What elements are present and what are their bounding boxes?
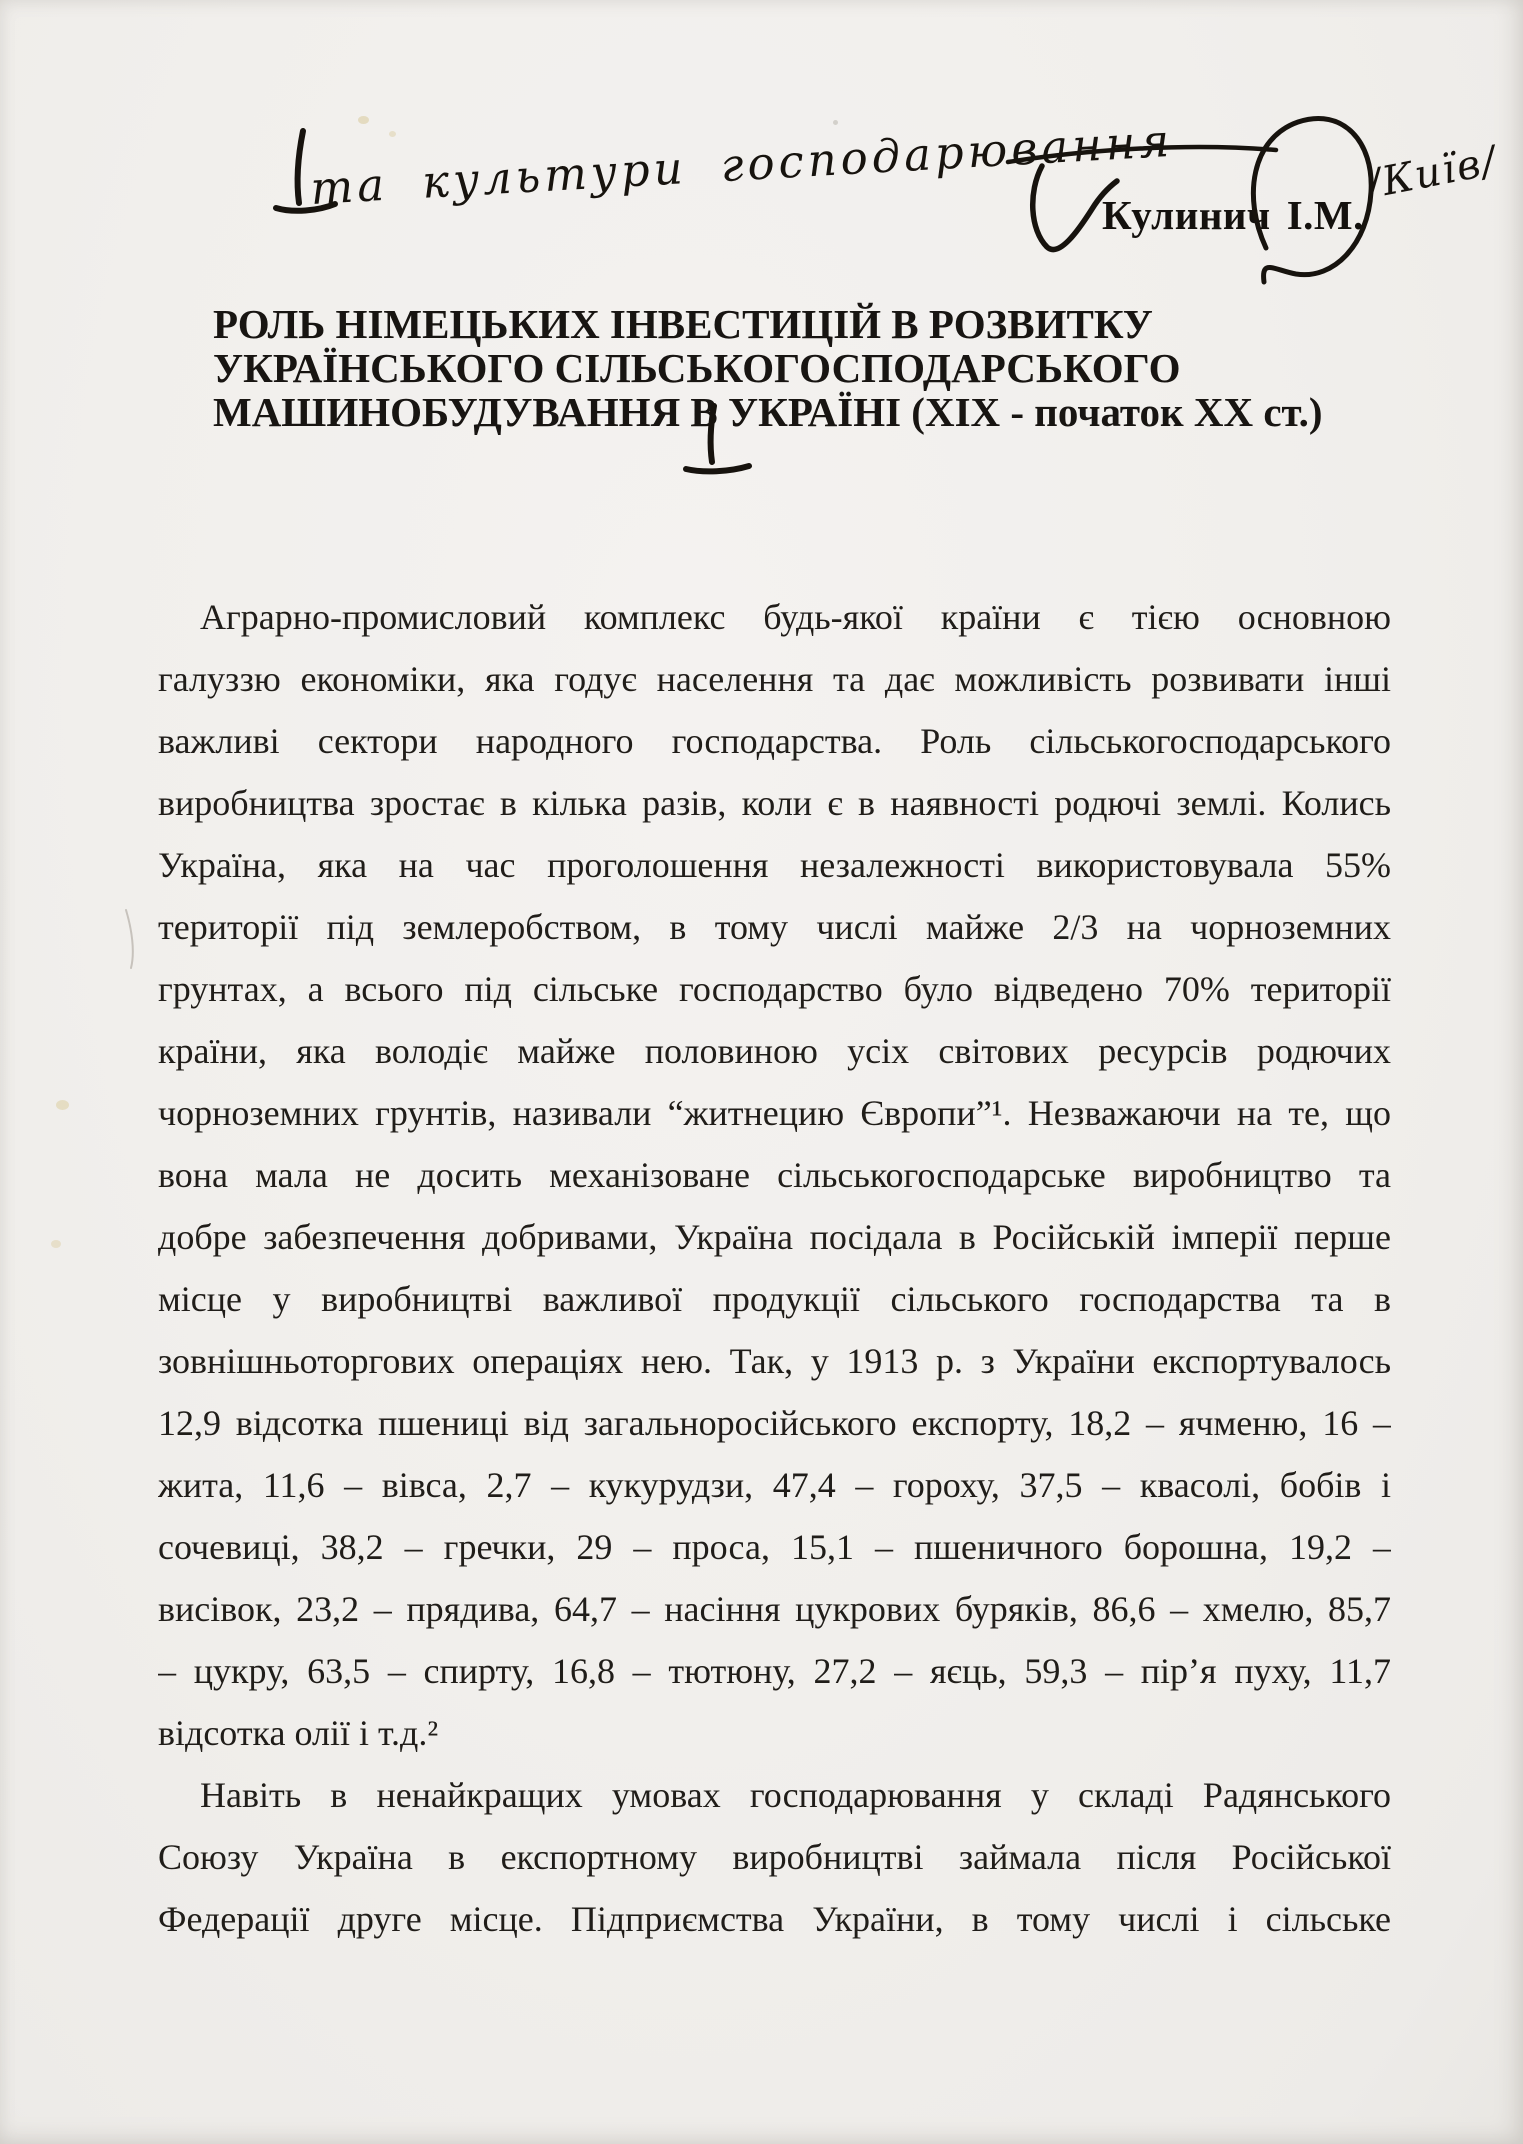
title-line: МАШИНОБУДУВАННЯ В УКРАЇНІ (XIX - початок XX ст.) (213, 389, 1323, 435)
body-line: відсотка олії і т.д.² (158, 1713, 439, 1753)
body-line: чорноземних грунтів, називали “житнецию Європи”¹. Незважаючи на те, що (158, 1093, 1391, 1133)
body-line: місце у виробництві важливої продукції сільського господарства та в (158, 1279, 1391, 1319)
body-line: важливі сектори народного господарства. Роль сільськогосподарського (158, 721, 1391, 761)
author-name (1102, 191, 1364, 239)
body-line: Союзу Україна в експортному виробництві займала після Російської (158, 1837, 1391, 1877)
body-line: зовнішньоторгових операціях нею. Так, у 1913 р. з України експортувалось (158, 1341, 1391, 1381)
title-line: УКРАЇНСЬКОГО СІЛЬСЬКОГОСПОДАРСЬКОГО (213, 345, 1181, 391)
body-line: 12,9 відсотка пшениці від загальноросійського експорту, 18,2 – ячменю, 16 – (158, 1403, 1391, 1443)
body-line: галуззю економіки, яка годує населення та дає можливість розвивати інші (158, 659, 1391, 699)
body-line: країни, яка володіє майже половиною усіх світових ресурсів родючих (158, 1031, 1391, 1071)
title-line: РОЛЬ НІМЕЦЬКИХ ІНВЕСТИЦІЙ В РОЗВИТКУ (213, 301, 1153, 347)
author-surname: Кулинич (1102, 192, 1271, 238)
body-line: добре забезпечення добривами, Україна посідала в Російській імперії перше (158, 1217, 1391, 1257)
body-line: Аграрно-промисловий комплекс будь-якої країни є тією основною (200, 597, 1391, 637)
body-line: Навіть в ненайкращих умовах господарювання у складі Радянського (200, 1775, 1391, 1815)
body-line: виробництва зростає в кілька разів, коли є в наявності родючі землі. Колись (158, 783, 1391, 823)
body-line: території під землеробством, в тому числі майже 2/3 на чорноземних (158, 907, 1391, 947)
body-line: висівок, 23,2 – прядива, 64,7 – насіння цукрових буряків, 86,6 – хмелю, 85,7 (158, 1589, 1391, 1629)
handwritten-place-note: /Київ/ (1363, 137, 1502, 208)
body-text (158, 586, 1391, 1950)
document-title (213, 302, 1373, 434)
body-line: вона мала не досить механізоване сільськогосподарське виробництво та (158, 1155, 1391, 1195)
author-initials: І.М. (1286, 192, 1364, 238)
body-line: – цукру, 63,5 – спирту, 16,8 – тютюну, 27,2 – яєць, 59,3 – пір’я пуху, 11,7 (158, 1651, 1391, 1691)
body-line: грунтах, а всього під сільське господарство було відведено 70% території (158, 969, 1391, 1009)
body-line: сочевиці, 38,2 – гречки, 29 – проса, 15,1 – пшеничного борошна, 19,2 – (158, 1527, 1391, 1567)
body-line: Україна, яка на час проголошення незалежності використовувала 55% (158, 845, 1391, 885)
body-line: жита, 11,6 – вівса, 2,7 – кукурудзи, 47,4 – гороху, 37,5 – квасолі, бобів і (158, 1465, 1391, 1505)
body-line: Федерації друге місце. Підприємства України, в тому числі і сільське (158, 1899, 1391, 1939)
handwritten-inserted-phrase: та культури господарювання (309, 113, 1175, 215)
